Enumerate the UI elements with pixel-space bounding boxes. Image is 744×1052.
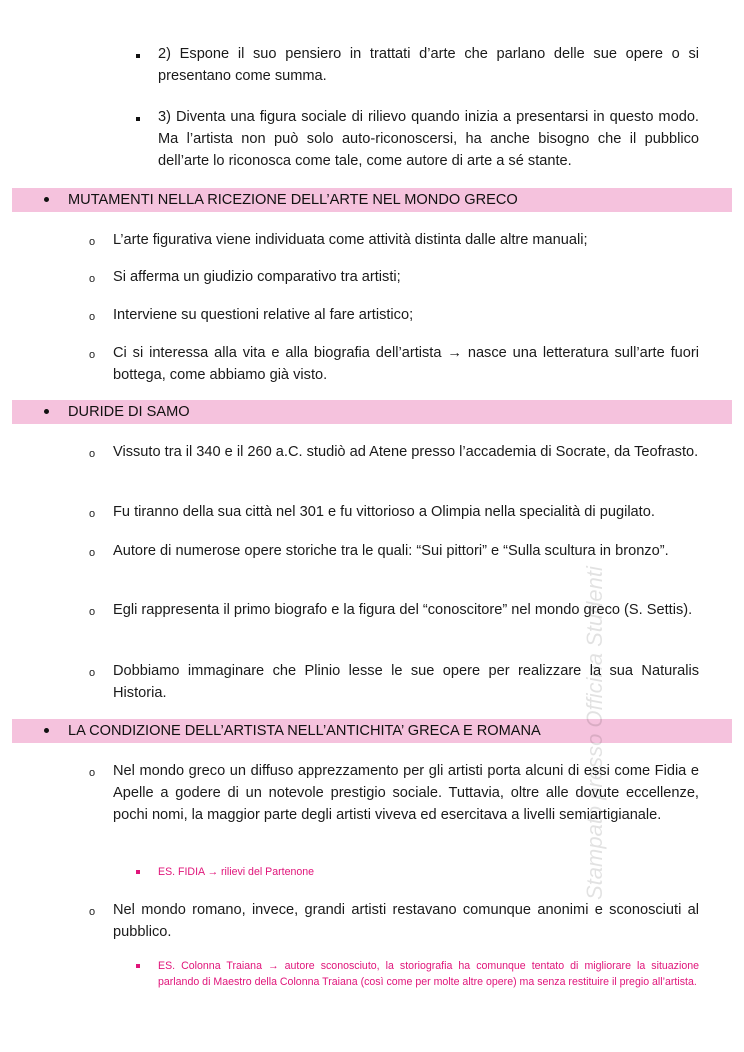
circle-bullet-icon: o (89, 767, 96, 779)
bullet-dot-icon (44, 728, 49, 733)
square-bullet-icon (136, 54, 140, 58)
list-item: Nel mondo greco un diffuso apprezzamento per gli artisti porta alcuni di essi come Fidia e Apelle a godere di un notevole prestigio sociale. Tuttavia, oltre alle dovute eccellenze, pochi nomi, la maggior parte degli artisti viveva ed esercitava a livelli semiartigianale. (113, 763, 699, 823)
list-item: L’arte figurativa viene individuata come attività distinta dalle altre manuali; (113, 232, 588, 248)
list-item: Egli rappresenta il primo biografo e la figura del “conoscitore” nel mondo greco (S. Settis). (113, 602, 693, 618)
list-item: Ci si interessa alla vita e alla biografia dell’artista → nasce una letteratura sull’arte fuori bottega, come abbiamo già visto. (113, 345, 699, 383)
circle-bullet-icon: o (89, 508, 96, 520)
list-item: Fu tiranno della sua città nel 301 e fu vittorioso a Olimpia nella specialità di pugilato. (113, 504, 655, 520)
example-note: ES. FIDIA → rilievi del Partenone (158, 866, 315, 878)
list-item: Nel mondo romano, invece, grandi artisti restavano comunque anonimi e sconosciuti al pubblico. (113, 902, 699, 940)
square-bullet-icon (136, 964, 140, 968)
circle-bullet-icon: o (89, 273, 96, 285)
square-bullet-icon (136, 870, 140, 874)
list-item: Interviene su questioni relative al fare artistico; (113, 307, 414, 323)
circle-bullet-icon: o (89, 606, 96, 618)
circle-bullet-icon: o (89, 906, 96, 918)
circle-bullet-icon: o (89, 448, 96, 460)
circle-bullet-icon: o (89, 547, 96, 559)
section-heading-band (12, 188, 732, 212)
section-heading-band (12, 400, 732, 424)
section-heading: LA CONDIZIONE DELL’ARTISTA NELL’ANTICHITA’ GRECA E ROMANA (68, 723, 541, 739)
list-item: Vissuto tra il 340 e il 260 a.C. studiò ad Atene presso l’accademia di Socrate, da Teofrasto. (113, 444, 699, 460)
list-item: Dobbiamo immaginare che Plinio lesse le sue opere per realizzare la sua Naturalis Historia. (113, 663, 699, 701)
square-bullet-icon (136, 117, 140, 121)
watermark: Stampato presso Officina Studenti (582, 566, 607, 900)
intro-paragraph-2: 3) Diventa una figura sociale di rilievo quando inizia a presentarsi in questo modo. Ma l’artista non può solo auto-riconoscersi, ha anche bisogno che il pubblico dell’arte lo riconosca come tale, come autore di arte a sé stante. (158, 109, 699, 169)
bullet-dot-icon (44, 197, 49, 202)
circle-bullet-icon: o (89, 349, 96, 361)
list-item: Autore di numerose opere storiche tra le quali: “Sui pittori” e “Sulla scultura in bronzo”. (113, 543, 669, 559)
section-heading: MUTAMENTI NELLA RICEZIONE DELL’ARTE NEL MONDO GRECO (68, 192, 518, 208)
section-heading: DURIDE DI SAMO (68, 404, 190, 420)
example-note: ES. Colonna Traiana → autore sconosciuto, la storiografia ha comunque tentato di migliorare la situazione parlando di Maestro della Colonna Traiana (così come per molte altre opere) ma senza restituire il pregio all’artista. (158, 960, 699, 988)
circle-bullet-icon: o (89, 311, 96, 323)
bullet-dot-icon (44, 409, 49, 414)
intro-paragraph-1: 2) Espone il suo pensiero in trattati d’arte che parlano delle sue opere o si presentano come summa. (158, 46, 699, 84)
section-heading-band (12, 719, 732, 743)
list-item: Si afferma un giudizio comparativo tra artisti; (113, 269, 401, 285)
circle-bullet-icon: o (89, 667, 96, 679)
circle-bullet-icon: o (89, 236, 96, 248)
